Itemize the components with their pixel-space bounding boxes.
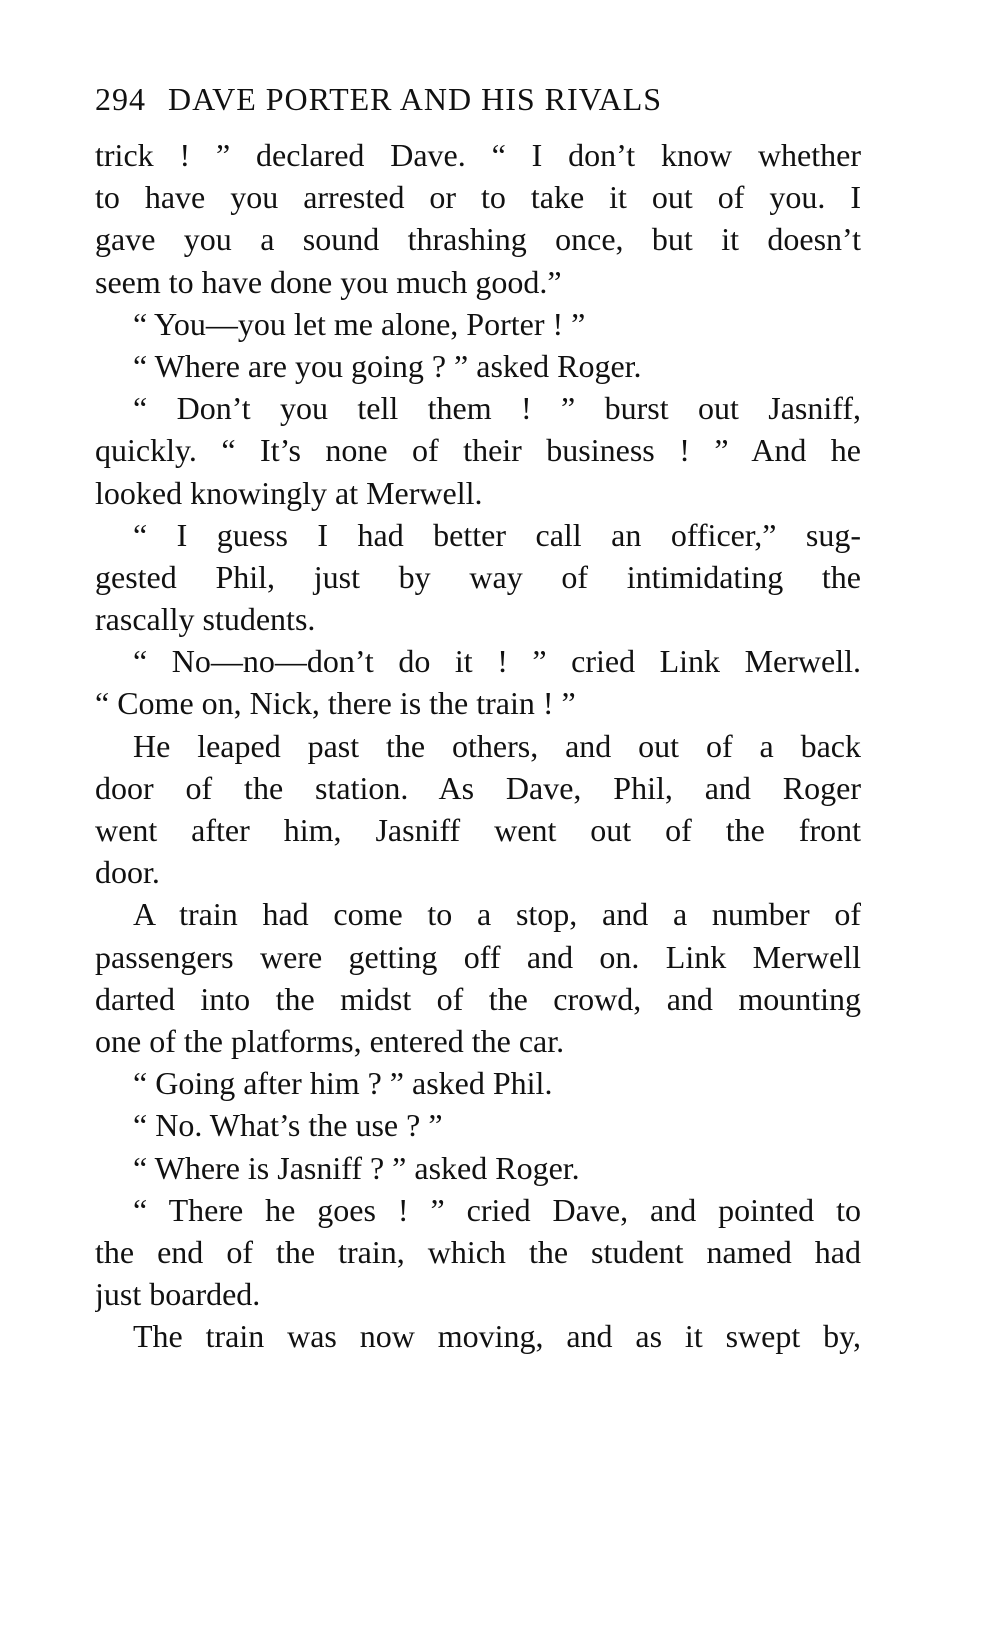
text-line: “ There he goes ! ” cried Dave, and pointed to (133, 1191, 861, 1228)
text-line: “ I guess I had better call an officer,” sug- (133, 516, 861, 553)
running-title: DAVE PORTER AND HIS RIVALS (168, 81, 663, 117)
text-line: one of the platforms, entered the car. (95, 1022, 565, 1059)
text-line: “ Going after him ? ” asked Phil. (133, 1065, 553, 1102)
text-line: “ Come on, Nick, there is the train ! ” (95, 685, 576, 722)
text-line: “ No—no—don’t do it ! ” cried Link Merwell. (133, 643, 861, 680)
text-line: darted into the midst of the crowd, and mounting (95, 980, 861, 1017)
text-line: to have you arrested or to take it out of you. I (95, 179, 861, 216)
text-line: the end of the train, which the student named had (95, 1233, 861, 1270)
text-line: “ Where are you going ? ” asked Roger. (133, 347, 642, 384)
text-line: The train was now moving, and as it swept by, (133, 1318, 861, 1355)
text-line: gested Phil, just by way of intimidating the (95, 558, 861, 595)
text-line: door. (95, 854, 160, 891)
text-line: “ You—you let me alone, Porter ! ” (133, 305, 586, 342)
text-line: door of the station. As Dave, Phil, and Roger (95, 769, 861, 806)
text-line: gave you a sound thrashing once, but it doesn’t (95, 221, 861, 258)
text-line: rascally students. (95, 601, 316, 638)
text-line: seem to have done you much good.” (95, 263, 562, 300)
page-number: 294 (95, 81, 146, 117)
text-line: He leaped past the others, and out of a back (133, 727, 861, 764)
text-line: “ Don’t you tell them ! ” burst out Jasniff, (133, 390, 861, 427)
page-body (95, 134, 861, 1357)
text-line: looked knowingly at Merwell. (95, 474, 483, 511)
text-line: “ Where is Jasniff ? ” asked Roger. (133, 1149, 580, 1186)
text-line: just boarded. (95, 1276, 261, 1313)
text-line: passengers were getting off and on. Link Merwell (95, 938, 861, 975)
text-line: quickly. “ It’s none of their business ! ” And he (95, 432, 861, 469)
text-line: A train had come to a stop, and a number of (133, 896, 861, 933)
page-header (95, 74, 895, 124)
text-line: “ No. What’s the use ? ” (133, 1107, 443, 1144)
text-line: trick ! ” declared Dave. “ I don’t know whether (95, 137, 861, 173)
text-line: went after him, Jasniff went out of the front (95, 812, 861, 848)
